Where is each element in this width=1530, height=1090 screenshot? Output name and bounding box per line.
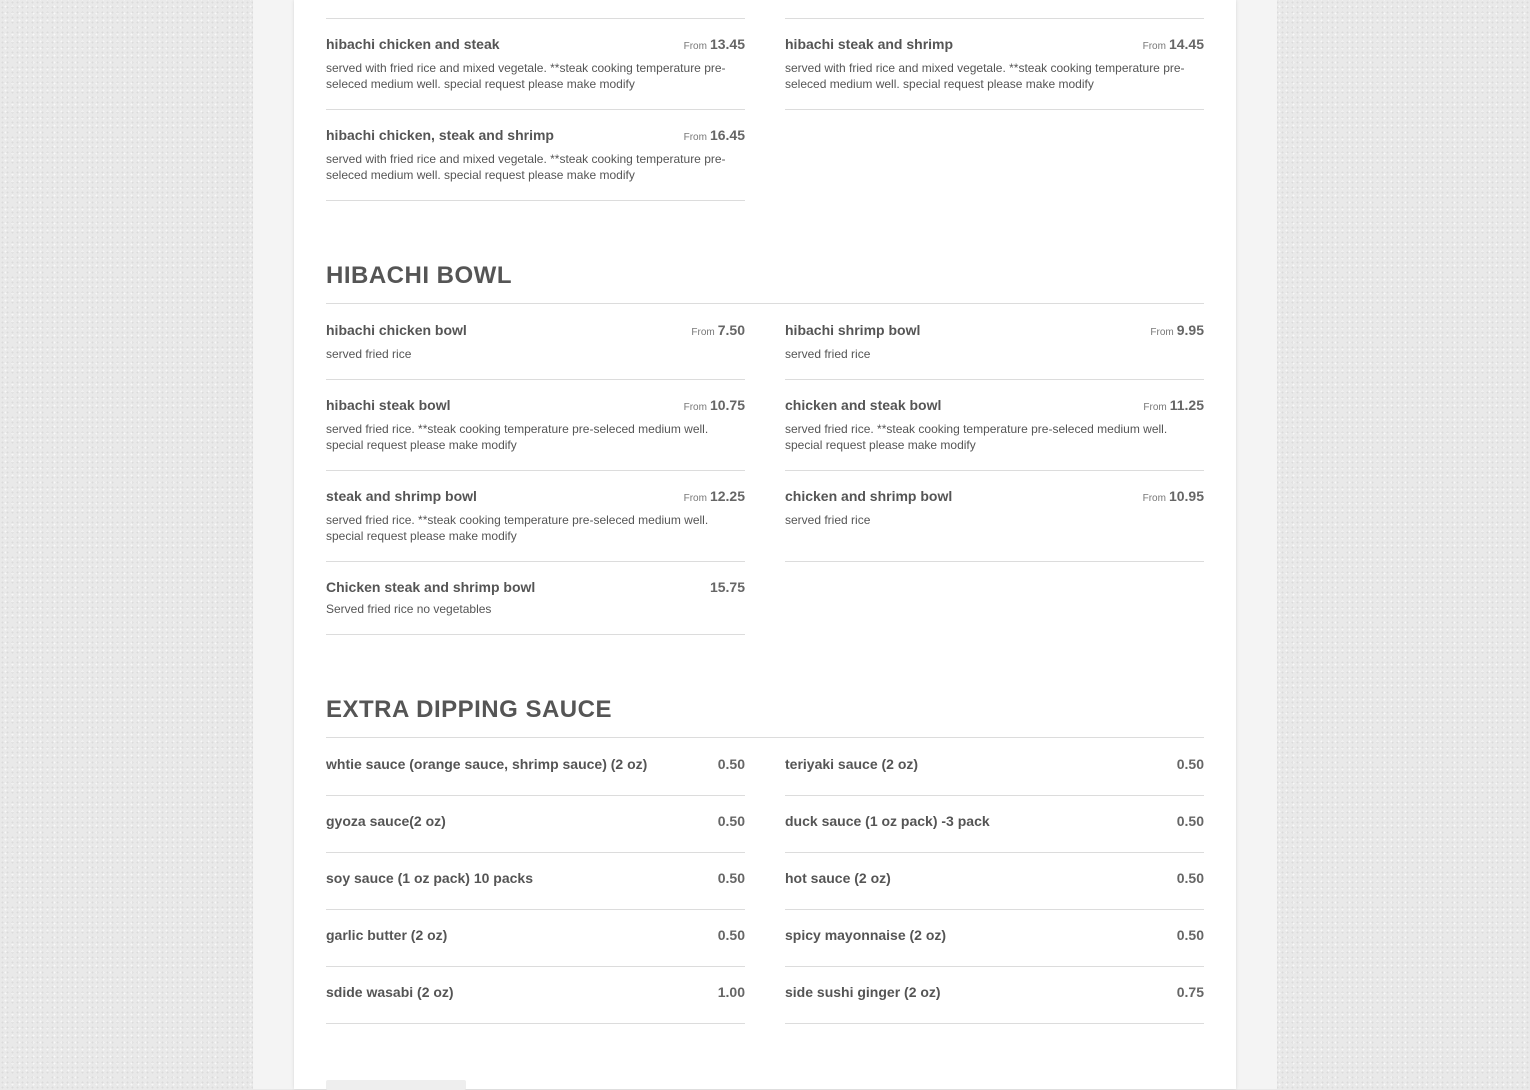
- divider: [785, 18, 1204, 19]
- price-value: 13.45: [709, 36, 745, 52]
- item-description: served fried rice: [785, 513, 871, 527]
- item-name: chicken and shrimp bowl: [785, 488, 953, 504]
- price-from-label: From: [1142, 493, 1166, 504]
- item-description: served fried rice. **steak cooking temperature pre-seleced medium well. special request please make modify: [326, 513, 709, 543]
- item-description: served with fried rice and mixed vegetale. **steak cooking temperature pre-seleced medium well. special request please make modify: [785, 61, 1185, 91]
- price-from-label: From: [1142, 41, 1166, 52]
- item-name: steak and shrimp bowl: [326, 488, 477, 504]
- item-description: served fried rice. **steak cooking temperature pre-seleced medium well. special request please make modify: [785, 422, 1168, 452]
- item-name: hibachi steak and shrimp: [785, 36, 954, 52]
- item-price: 0.50: [1176, 756, 1204, 772]
- divider: [785, 561, 1204, 562]
- divider: [785, 109, 1204, 110]
- item-price: [1143, 397, 1204, 413]
- price-value: 15.75: [709, 579, 745, 595]
- divider: [326, 966, 745, 967]
- divider: [326, 909, 745, 910]
- item-name: duck sauce (1 oz pack) -3 pack: [785, 813, 990, 829]
- divider: [326, 200, 745, 201]
- section-title-extra-dipping-sauce: EXTRA DIPPING SAUCE: [326, 696, 612, 723]
- section-title-hibachi-bowl: HIBACHI BOWL: [326, 262, 512, 289]
- item-price: [684, 397, 745, 413]
- price-from-label: From: [1143, 402, 1167, 413]
- price-value: 10.95: [1168, 488, 1204, 504]
- item-description: served fried rice: [326, 347, 412, 361]
- price-from-label: From: [683, 402, 707, 413]
- item-price: 0.50: [1176, 927, 1204, 943]
- item-price: 0.50: [1176, 813, 1204, 829]
- item-description: served fried rice: [785, 347, 871, 361]
- item-name: hibachi chicken bowl: [326, 322, 467, 338]
- item-price: 1.00: [717, 984, 745, 1000]
- price-value: 7.50: [717, 322, 745, 338]
- divider: [785, 795, 1204, 796]
- divider: [326, 1023, 745, 1024]
- divider: [785, 852, 1204, 853]
- item-name: gyoza sauce(2 oz): [326, 813, 446, 829]
- divider: [326, 470, 745, 471]
- item-name: side sushi ginger (2 oz): [785, 984, 941, 1000]
- item-name: hibachi chicken, steak and shrimp: [326, 127, 554, 143]
- item-price: [684, 127, 745, 143]
- item-price: [684, 36, 745, 52]
- divider: [326, 795, 745, 796]
- item-price: [710, 579, 745, 595]
- divider: [785, 1023, 1204, 1024]
- item-price: 0.50: [717, 756, 745, 772]
- price-from-label: From: [683, 493, 707, 504]
- item-price: 0.50: [717, 927, 745, 943]
- divider: [785, 966, 1204, 967]
- price-value: 11.25: [1169, 397, 1204, 413]
- item-description: served with fried rice and mixed vegetale. **steak cooking temperature pre-seleced medium well. special request please make modify: [326, 152, 726, 182]
- divider: [326, 18, 745, 19]
- price-value: 9.95: [1176, 322, 1204, 338]
- price-from-label: From: [1150, 327, 1174, 338]
- item-name: hibachi shrimp bowl: [785, 322, 921, 338]
- item-name: Chicken steak and shrimp bowl: [326, 579, 536, 595]
- divider: [785, 379, 1204, 380]
- item-name: hibachi chicken and steak: [326, 36, 500, 52]
- item-name: spicy mayonnaise (2 oz): [785, 927, 947, 943]
- divider: [326, 379, 745, 380]
- price-value: 14.45: [1168, 36, 1204, 52]
- item-price: [684, 488, 745, 504]
- item-name: chicken and steak bowl: [785, 397, 942, 413]
- price-value: 10.75: [709, 397, 745, 413]
- item-name: hibachi steak bowl: [326, 397, 451, 413]
- divider: [785, 909, 1204, 910]
- divider: [326, 109, 745, 110]
- price-value: 16.45: [709, 127, 745, 143]
- divider: [785, 470, 1204, 471]
- divider: [326, 561, 745, 562]
- item-name: whtie sauce (orange sauce, shrimp sauce) (2 oz): [326, 756, 648, 772]
- section-divider: [326, 737, 1204, 738]
- item-description: Served fried rice no vegetables: [326, 602, 492, 616]
- item-price: [1143, 36, 1204, 52]
- price-from-label: From: [683, 41, 707, 52]
- price-from-label: From: [683, 132, 707, 143]
- price-from-label: From: [691, 327, 715, 338]
- item-price: 0.50: [717, 870, 745, 886]
- price-value: 12.25: [709, 488, 745, 504]
- item-name: soy sauce (1 oz pack) 10 packs: [326, 870, 533, 886]
- item-name: sdide wasabi (2 oz): [326, 984, 454, 1000]
- item-price: 0.50: [1176, 870, 1204, 886]
- item-price: 0.50: [717, 813, 745, 829]
- item-description: served fried rice. **steak cooking temperature pre-seleced medium well. special request please make modify: [326, 422, 709, 452]
- item-price: [1143, 488, 1204, 504]
- divider: [326, 634, 745, 635]
- item-price: 0.75: [1176, 984, 1204, 1000]
- section-divider: [326, 303, 1204, 304]
- item-name: garlic butter (2 oz): [326, 927, 448, 943]
- divider: [326, 852, 745, 853]
- item-price: [1150, 322, 1204, 338]
- item-name: teriyaki sauce (2 oz): [785, 756, 919, 772]
- item-name: hot sauce (2 oz): [785, 870, 891, 886]
- item-description: served with fried rice and mixed vegetale. **steak cooking temperature pre-seleced medium well. special request please make modify: [326, 61, 726, 91]
- item-price: [691, 322, 745, 338]
